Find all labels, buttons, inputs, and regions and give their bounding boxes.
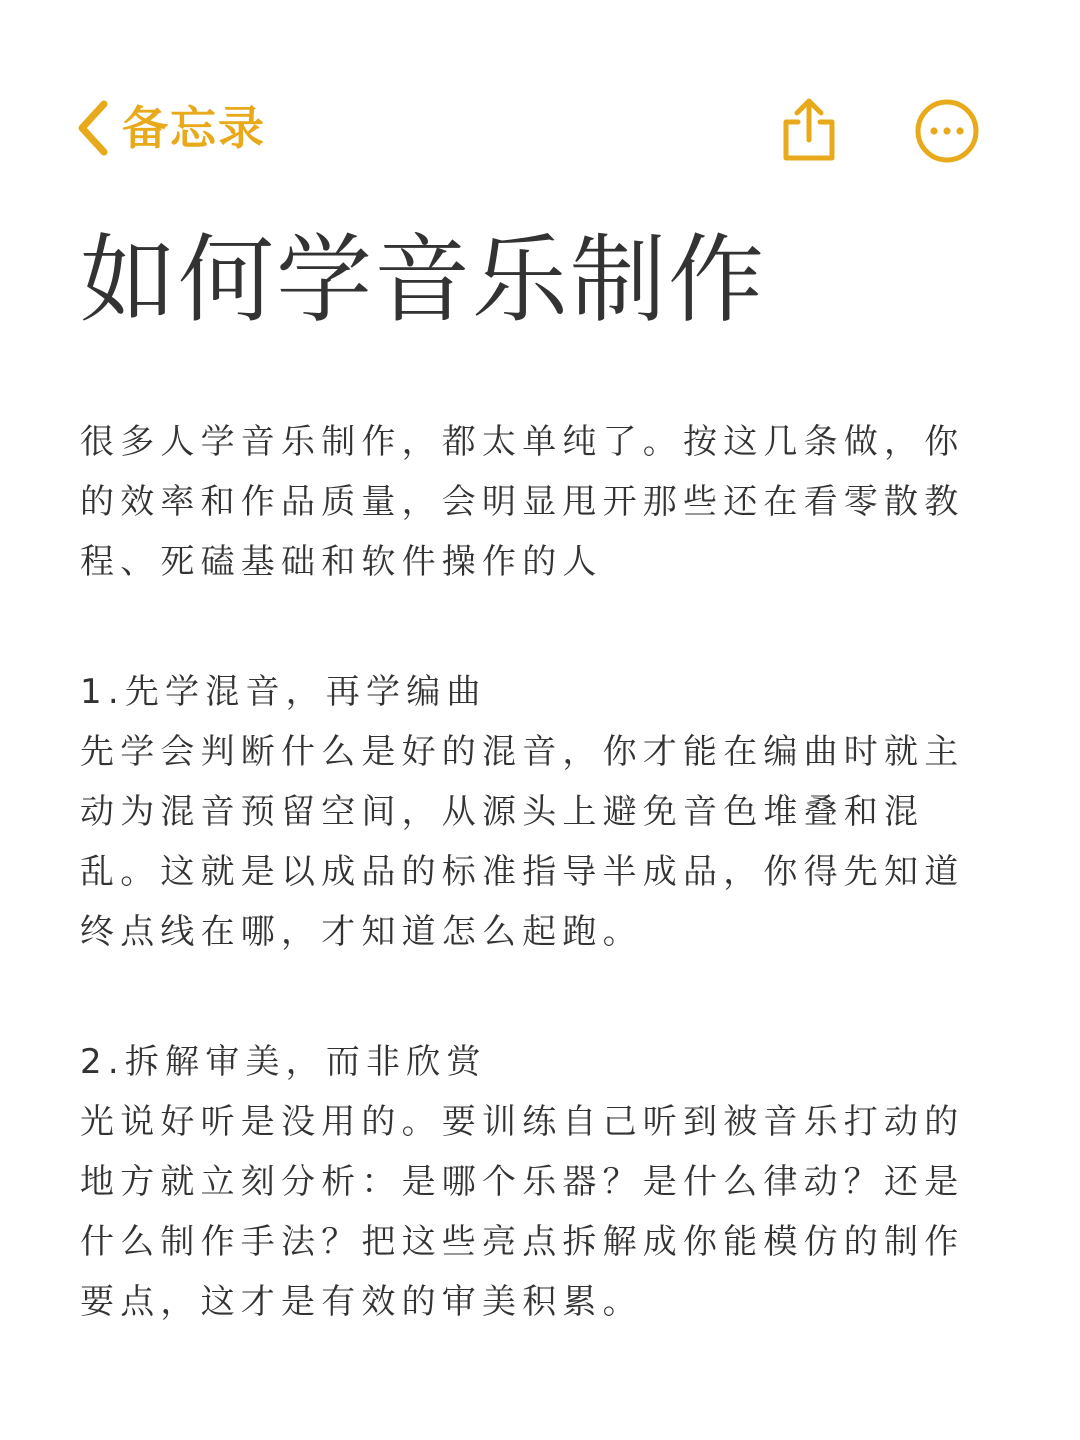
- ellipsis-circle-icon[interactable]: [914, 98, 980, 164]
- section-heading: 2.拆解审美，而非欣赏: [80, 1042, 487, 1082]
- navigation-bar: [0, 0, 1080, 200]
- chevron-left-icon: [72, 96, 112, 160]
- note-body: [80, 412, 1004, 1332]
- section-heading: 1.先学混音，再学编曲: [80, 672, 487, 712]
- note-title: 如何学音乐制作: [80, 224, 766, 336]
- paragraph-spacer: [80, 592, 1004, 662]
- intro-paragraph: 很多人学音乐制作，都太单纯了。按这几条做，你的效率和作品质量，会明显甩开那些还在看零散教程、死磕基础和软件操作的人: [80, 422, 965, 582]
- section-paragraph: 光说好听是没用的。要训练自己听到被音乐打动的地方就立刻分析：是哪个乐器？是什么律动？还是什么制作手法？把这些亮点拆解成你能模仿的制作要点，这才是有效的审美积累。: [80, 1102, 965, 1322]
- share-icon[interactable]: [778, 96, 840, 162]
- back-label: 备忘录: [122, 101, 266, 155]
- section-paragraph: 先学会判断什么是好的混音，你才能在编曲时就主动为混音预留空间，从源头上避免音色堆叠和混乱。这就是以成品的标准指导半成品，你得先知道终点线在哪，才知道怎么起跑。: [80, 732, 965, 952]
- back-button[interactable]: [72, 96, 266, 160]
- paragraph-spacer: [80, 962, 1004, 1032]
